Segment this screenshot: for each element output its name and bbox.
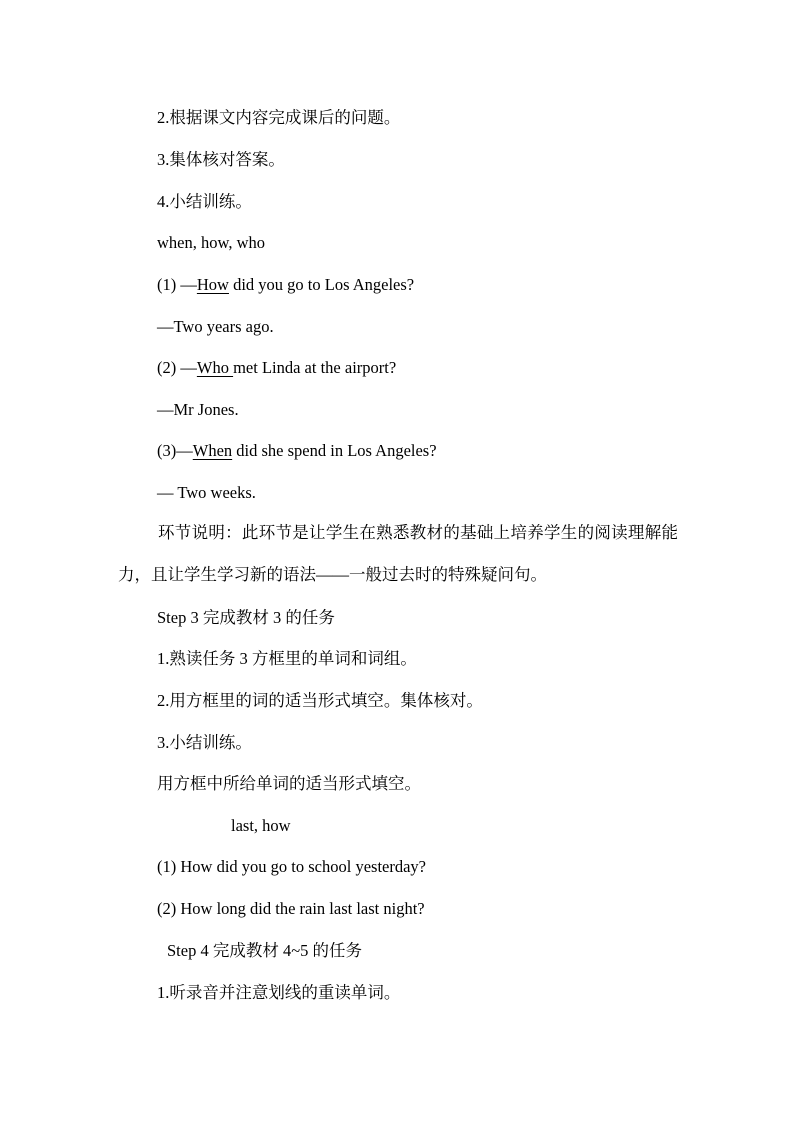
step-item-2: 2.根据课文内容完成课后的问题。	[157, 108, 401, 127]
fill-in-1: (1) How did you go to school yesterday?	[157, 857, 426, 876]
exercise-3-question	[157, 441, 437, 461]
fill-in-2: (2) How long did the rain last last night?	[157, 899, 425, 918]
exercise-3-suffix: did she spend in Los Angeles?	[232, 441, 437, 460]
exercise-2-question	[157, 358, 396, 378]
section-note-paragraph: 环节说明：此环节是让学生在熟悉教材的基础上培养学生的阅读理解能力，且让学生学习新的语法——一般过去时的特殊疑问句。	[118, 523, 678, 584]
exercise-1-answer: How	[196, 275, 229, 294]
exercise-2-prefix: (2) —	[157, 358, 197, 377]
exercise-1-suffix: did you go to Los Angeles?	[228, 275, 415, 294]
step-3-item-1: 1.熟读任务 3 方框里的单词和词组。	[157, 649, 417, 668]
exercise-2-answer: Who	[196, 358, 234, 377]
exercise-3-answer: When	[192, 441, 233, 460]
word-box: when, how, who	[157, 233, 265, 252]
step-item-3: 3.集体核对答案。	[157, 150, 285, 169]
exercise-1-response: —Two years ago.	[157, 317, 274, 336]
step-item-4: 4.小结训练。	[157, 192, 252, 211]
step-4-item-1: 1.听录音并注意划线的重读单词。	[157, 983, 401, 1002]
word-box-2: last, how	[231, 816, 291, 835]
exercise-1-question	[157, 275, 414, 295]
step-4-heading: Step 4 完成教材 4~5 的任务	[167, 941, 363, 960]
exercise-2-response: —Mr Jones.	[157, 400, 239, 419]
step-3-item-2: 2.用方框里的词的适当形式填空。集体核对。	[157, 691, 483, 710]
exercise-3-response: — Two weeks.	[157, 483, 256, 502]
exercise-3-prefix: (3)—	[157, 441, 193, 460]
exercise-1-prefix: (1) —	[157, 275, 197, 294]
step-3-item-3: 3.小结训练。	[157, 733, 252, 752]
exercise-2-suffix: met Linda at the airport?	[233, 358, 397, 377]
step-3-heading: Step 3 完成教材 3 的任务	[157, 608, 335, 627]
fill-in-instruction: 用方框中所给单词的适当形式填空。	[157, 774, 421, 793]
